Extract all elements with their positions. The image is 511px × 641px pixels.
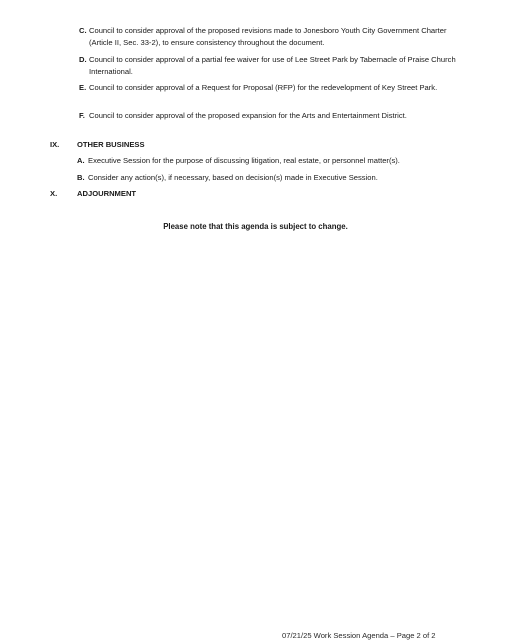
item-letter: E. [79, 83, 87, 92]
item-letter: D. [79, 55, 87, 64]
subitem-text: Executive Session for the purpose of discussing litigation, real estate, or personnel matter(s). [88, 156, 400, 165]
section-number: IX. [50, 140, 60, 149]
page-footer: 07/21/25 Work Session Agenda – Page 2 of 2 [282, 631, 436, 640]
item-text: Council to consider approval of a Request for Proposal (RFP) for the redevelopment of Key Street Park. [89, 83, 438, 92]
section-title: ADJOURNMENT [77, 189, 137, 198]
agenda-item-c [79, 25, 459, 48]
section-title: OTHER BUSINESS [77, 140, 145, 149]
subitem-letter: A. [77, 156, 85, 165]
agenda-item-e [79, 82, 459, 94]
agenda-item-f [79, 110, 459, 122]
subitem-letter: B. [77, 173, 85, 182]
agenda-item-d [79, 54, 459, 77]
agenda-change-note: Please note that this agenda is subject to change. [163, 222, 348, 231]
item-text: Council to consider approval of the proposed revisions made to Jonesboro Youth City Government Charter (Article II, Sec. 33-2), to ensure consistency throughout the document. [89, 26, 447, 47]
item-text: Council to consider approval of the proposed expansion for the Arts and Entertainment District. [89, 111, 407, 120]
agenda-subitem-a [77, 155, 477, 166]
section-number: X. [50, 189, 58, 198]
item-letter: C. [79, 26, 87, 35]
subitem-text: Consider any action(s), if necessary, based on decision(s) made in Executive Session. [88, 173, 378, 182]
agenda-subitem-b [77, 172, 477, 183]
item-letter: F. [79, 111, 85, 120]
item-text: Council to consider approval of a partial fee waiver for use of Lee Street Park by Tabernacle of Praise Church International. [89, 55, 456, 76]
